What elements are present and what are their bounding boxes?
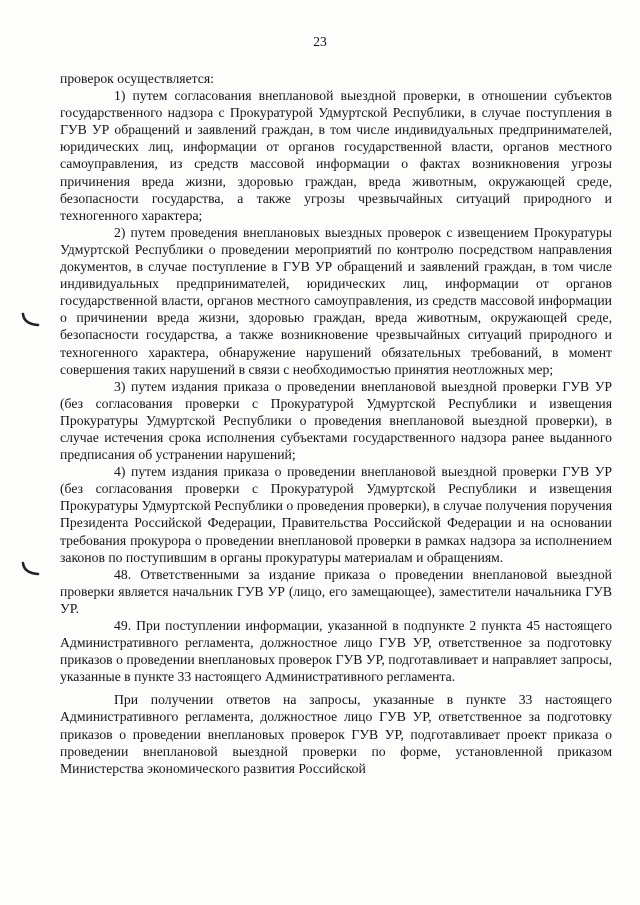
paragraph: 2) путем проведения внеплановых выездных проверок с извещением Прокуратуры Удмуртской Республики о проведении мероприятий по контролю посредством направления документов, в случае поступление в ГУВ УР обращений и заявлений граждан, в том числе индивидуальных предпринимателей, юридических лиц, информации от органов государственной власти, органов местного самоуправления, из средств массовой информации о причинении вреда жизни, здоровью граждан, вреда животным, окружающей среде, безопасности государства, а также возникновение чрезвычайных ситуаций природного и техногенного характера, обнаружение нарушений обязательных требований, в момент совершения таких нарушений в связи с необходимостью принятия неотложных мер; [60,224,612,377]
paragraph: При получении ответов на запросы, указанные в пункте 33 настоящего Административного регламента, должностное лицо ГУВ УР, ответственное за подготовку приказов о проведении внеплановых проверок ГУВ УР, подготавливает проект приказа о проведении внеплановой выездной проверки по форме, установленной приказом Министерства экономического развития Российской [60,692,612,776]
paragraph: 4) путем издания приказа о проведении внеплановой выездной проверки ГУВ УР (без согласования проверки с Прокуратурой Удмуртской Республики и извещения Прокуратуры Удмуртской Республики о проведения проверки), в случае получения поручения Президента Российской Федерации, Правительства Российской Федерации и на основании требования прокурора о проведении внеплановой проверки в рамках надзора за исполнением законов по поступившим в органы прокуратуры материалам и обращениям. [60,464,612,565]
paragraph: 3) путем издания приказа о проведении внеплановой выездной проверки ГУВ УР (без согласования проверки с Прокуратурой Удмуртской Республики и извещения Прокуратуры Удмуртской Республики о проведения внеплановой выездной проверки), в случае истечения срока исполнения субъектами государственного надзора ранее выданного предписания об устранении нарушений; [60,378,612,463]
page-number: 23 [313,34,327,49]
paragraph: проверок осуществляется: [60,71,214,86]
paragraph: 1) путем согласования внеплановой выездной проверки, в отношении субъектов государственного надзора с Прокуратурой Удмуртской Республики, в случае поступления в ГУВ УР обращений и заявлений граждан, в том числе индивидуальных предпринимателей, юридических лиц, информации от органов государственной власти, органов местного самоуправления, из средств массовой информации о фактах возникновения угрозы причинения вреда жизни, здоровью граждан, вреда животным, окружающей среде, безопасности государства, а также угрозы чрезвычайных ситуаций природного и техногенного характера; [60,88,612,223]
body-text [60,70,612,777]
binder-hole-mark [20,312,40,328]
paragraph: 48. Ответственными за издание приказа о проведении внеплановой выездной проверки является начальник ГУВ УР (лицо, его замещающее), заместители начальника ГУВ УР. [60,566,612,616]
paragraph: 49. При поступлении информации, указанной в подпункте 2 пункта 45 настоящего Административного регламента, должностное лицо ГУВ УР, ответственное за подготовку приказов о проведении внеплановых проверок ГУВ УР, подготавливает и направляет запросы, указанные в пункте 33 настоящего Административного регламента. [60,618,612,685]
binder-hole-mark [20,561,40,577]
